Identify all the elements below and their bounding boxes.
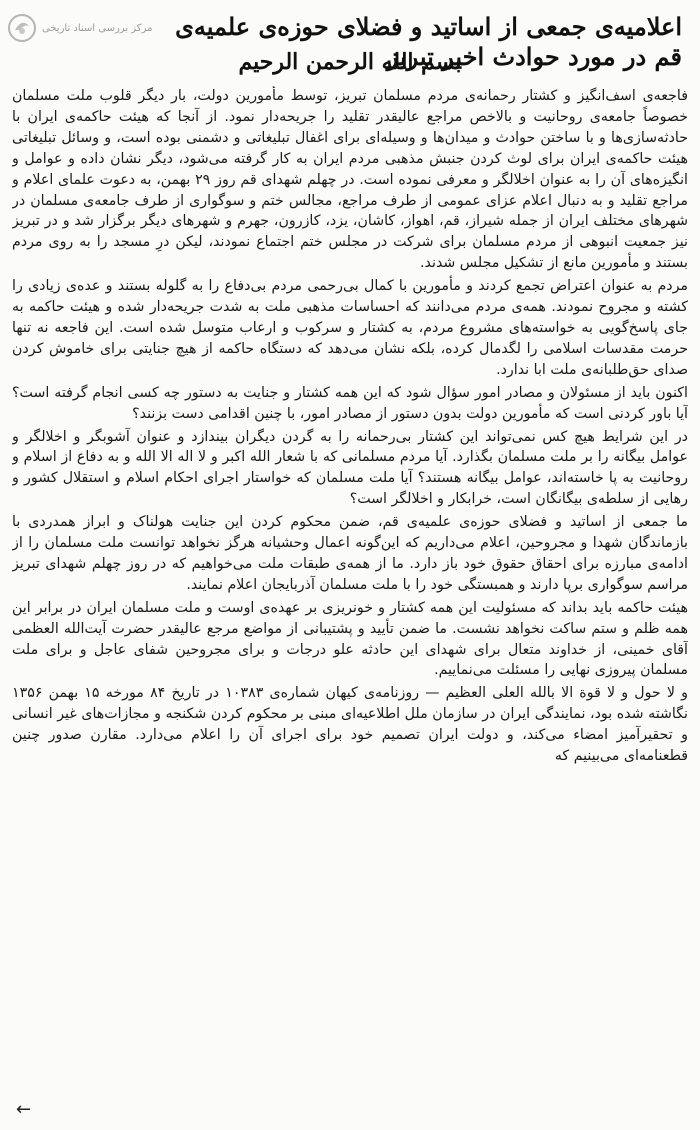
paragraph-3: اکنون باید از مسئولان و مصادر امور سؤال شود که این همه کشتار و جنایت به دستور چه کسی انجام گرفته است؟ آیا باور کردنی است که مأمورین دولت بدون دستور از مصادر امور، با چنین اقدامی دست بزنند؟ xyxy=(12,384,688,422)
paragraph-7: و لا حول و لا قوة الا بالله العلی العظیم — روزنامه‌ی کیهان شماره‌ی ۱۰۳۸۳ در تاریخ ۸۴ مورخه ۱۵ بهمن ۱۳۵۶ نگاشته شده بود، نمایندگی ایران در سازمان ملل اطلاعیه‌ای مبنی بر محکوم کردن شکنجه و مجازات‌های غیر انسانی و تحقیرآمیز امضاء می‌کند، و دولت ایران تصمیم خود برای اجرای آن را اعلام می‌دارد. مقارن صدور چنین قطعنامه‌ای می‌بینیم که xyxy=(12,685,688,765)
paragraph-6: هیئت حاکمه باید بداند که مسئولیت این همه کشتار و خونریزی بر عهده‌ی اوست و ملت مسلمان ایران در برابر این همه ظلم و ستم ساکت نخواهد نشست. ما ضمن تأیید و پشتیبانی از مواضع مرجع عالیقدر حضرت آیت‌الله العظمی آقای خمینی، از خداوند متعال برای شهدای این حادثه علو درجات و برای مجروحین شفای عاجل و برای ملت مسلمان پیروزی نهایی را مسئلت می‌نماییم. xyxy=(12,599,688,679)
paragraph-2: مردم به عنوان اعتراض تجمع کردند و مأمورین با کمال بی‌رحمی مردم بی‌دفاع را به گلوله بستند و عده‌ی زیادی را کشته و مجروح نمودند. همه‌ی مردم می‌دانند که احساسات مذهبی ملت به شدت جریحه‌دار شده و هیئت حاکمه به جای پاسخ‌گویی به خواسته‌های مشروع مردم، به کشتار و سرکوب و ارعاب متوسل شده است. این فاجعه نه تنها حرمت مقدسات اسلامی را لگدمال کرده، بلکه نشان می‌دهد که دستگاه حاکمه از هیچ جنایتی برای خاموش کردن صدای حق‌طلبانه‌ی ملت ابا ندارد. xyxy=(12,278,688,378)
document-body xyxy=(12,86,688,1100)
paragraph-4: در این شرایط هیچ کس نمی‌تواند این کشتار بی‌رحمانه را به گردن دیگران بیندازد و عنوان آشوبگر و اخلالگر و عوامل بیگانه را بر ملت مسلمان بگذارد. آیا مردم مسلمانی که با شعار الله اکبر و لا اله الا الله و به دفاع از اسلام و روحانیت به پا خاسته‌اند، عوامل بیگانه هستند؟ آیا ملت مسلمان که خواستار اجرای احکام اسلام و استقلال کشور و رهایی از سلطه‌ی بیگانگان است، خرابکار و اخلالگر است؟ xyxy=(12,428,688,508)
continue-arrow-icon: ← xyxy=(16,1099,32,1120)
archive-logo xyxy=(8,8,158,48)
archive-logo-text: مرکز بررسی اسناد تاریخی xyxy=(42,22,153,34)
paragraph-1: فاجعه‌ی اسف‌انگیز و کشتار رحمانه‌ی مردم مسلمان تبریز، توسط مأمورین دولت، بار دیگر قلوب ملت مسلمان خصوصاً جامعه‌ی روحانیت و بالاخص مراجع عالیقدر تقلید را جریحه‌دار نمود. از آنجا که هیئت حاکمه‌ی ایران با حادثه‌سازی‌ها و با ساختن حوادث و میدان‌ها و وسیله‌ای برای اغفال تبلیغاتی و دشمنی بوده است، و وسائل تبلیغاتی هیئت حاکمه‌ی ایران برای لوث کردن جنبش مذهبی مردم ایران به کار گرفته می‌شود، دیگر نشان داده و عوامل و انگیزه‌های آن را به عنوان اخلالگر و معرفی نموده است. در چهلم شهدای قم روز ۲۹ بهمن، به دعوت علمای اعلام و مراجع تقلید و به دنبال اعلام عزای عمومی از طرف مراجع، مجالس ختم و سوگواری از طرف جامعه‌ی مسلمان در شهرهای مختلف ایران از جمله شیراز، قم، اهواز، کاشان، یزد، کازرون، جهرم و شهرهای دیگر برگزار شد و در تبریز نیز جمعیت انبوهی از مردم مسلمان برای شرکت در مجلس ختم اجتماع نمودند، لیکن درِ مسجد را به روی مردم بستند و مأمورین مانع از تشکیل مجلس شدند. xyxy=(12,88,688,272)
paragraph-5: ما جمعی از اساتید و فضلای حوزه‌ی علمیه‌ی قم، ضمن محکوم کردن این جنایت هولناک و ابراز همدردی با بازماندگان شهدا و مجروحین، اعلام می‌داریم که این‌گونه اعمال وحشیانه هرگز نخواهد توانست ملت مسلمان را از ادامه‌ی مبارزه برای احقاق حقوق خود باز دارد. ما از همه‌ی طبقات ملت می‌خواهیم که در روز چهلم شهدای تبریز مراسم سوگواری برپا دارند و همبستگی خود را با ملت مسلمان آذربایجان اعلام نمایند. xyxy=(12,514,688,593)
basmala: بسم الله الرحمن الرحیم xyxy=(238,49,462,75)
archive-seal-icon xyxy=(8,14,36,42)
document-title: اعلامیه‌ی جمعی از اساتید و فضلای حوزه‌ی علمیه‌ی قم در مورد حوادث اخیر تبریز xyxy=(175,12,682,71)
